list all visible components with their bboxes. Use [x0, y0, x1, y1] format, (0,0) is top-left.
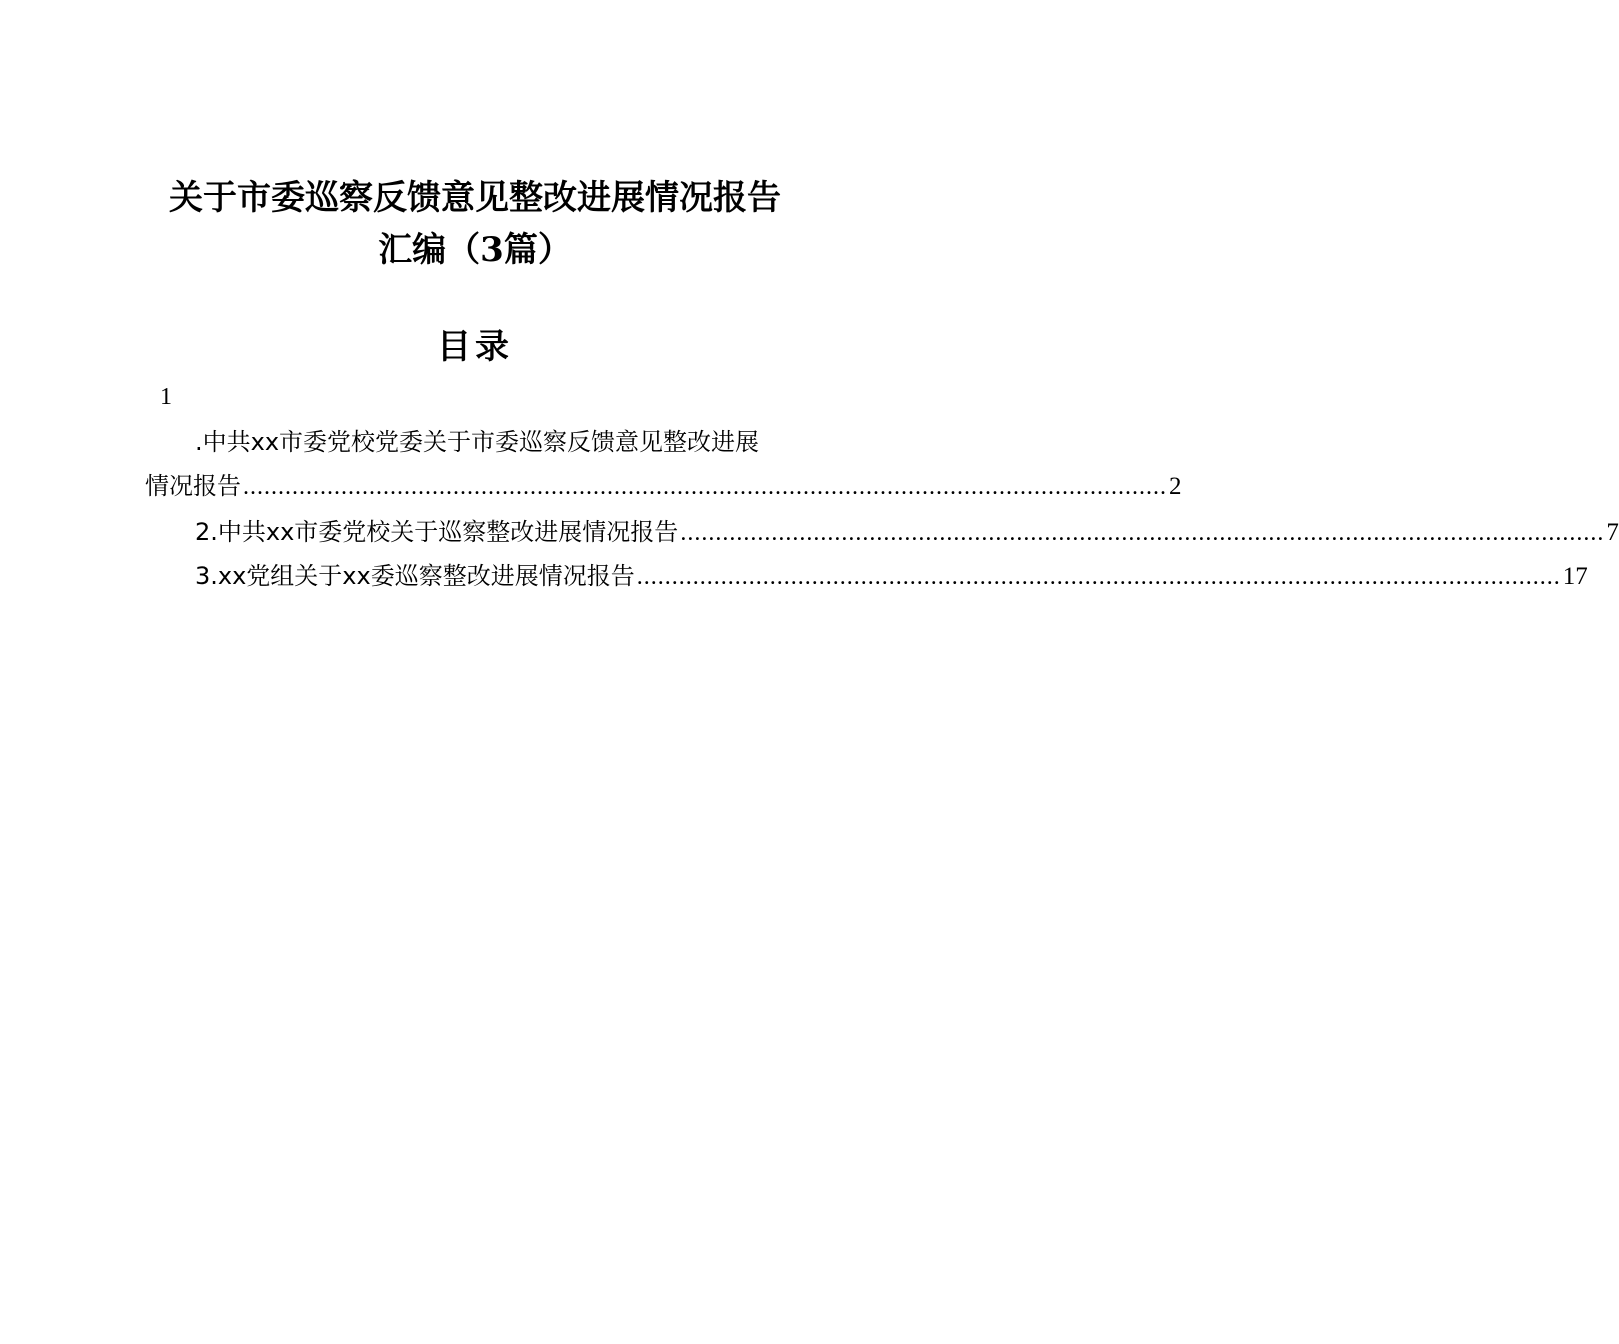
toc-item-1-page: 2: [1169, 473, 1182, 500]
toc-leader-dots: ....................................................................................................................................: [680, 520, 1605, 546]
toc-item-3-page: 17: [1562, 563, 1588, 590]
toc-leader-dots: ....................................................................................................................................: [243, 474, 1167, 500]
toc-item-3-text: 3.xx党组关于xx委巡察整改进展情况报告: [195, 562, 635, 590]
document-title-line1: 关于市委巡察反馈意见整改进展情况报告: [169, 178, 781, 218]
document-title-line2: 汇编（3篇）: [378, 230, 572, 270]
toc-item-1-text-part2: 情况报告: [145, 472, 241, 500]
toc-item-2-page: 7: [1606, 519, 1619, 546]
toc-item-1-number: 1: [160, 384, 172, 410]
toc-leader-dots: ....................................................................................................................................: [636, 564, 1561, 590]
toc-item-1-text-part1: .中共xx市委党校党委关于市委巡察反馈意见整改进展: [195, 428, 760, 456]
toc-item-2-text: 2.中共xx市委党校关于巡察整改进展情况报告: [195, 518, 679, 546]
toc-item-1-line1[interactable]: [195, 420, 807, 464]
toc-item-3[interactable]: [195, 554, 1588, 599]
toc-heading: 目录: [437, 327, 513, 367]
toc-item-2[interactable]: [195, 510, 1619, 555]
toc-item-1-line2[interactable]: [145, 464, 1182, 509]
